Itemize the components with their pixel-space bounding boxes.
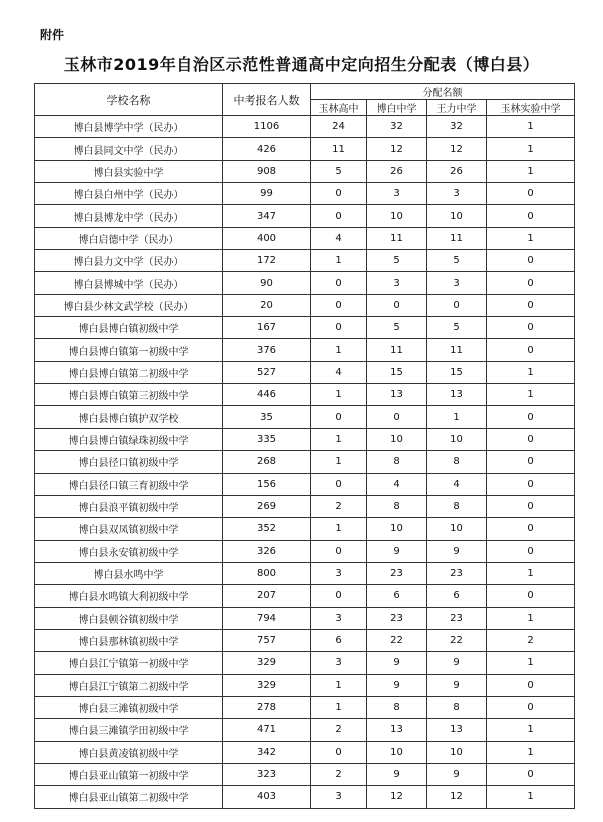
bobai-middle-cell: 0 [367,406,427,428]
bobai-middle-cell: 10 [367,741,427,763]
wangli-middle-cell: 26 [427,160,487,182]
attachment-label: 附件 [40,28,65,42]
registrations-cell: 268 [223,451,311,473]
wangli-middle-cell: 23 [427,562,487,584]
wangli-middle-cell: 9 [427,763,487,785]
header-registrations: 中考报名人数 [223,84,311,116]
bobai-middle-cell: 8 [367,495,427,517]
registrations-cell: 426 [223,138,311,160]
school-name-cell: 博白县水鸣镇大利初级中学 [35,585,223,607]
yulin-high-cell: 1 [311,428,367,450]
table-row [35,451,575,473]
table-row [35,205,575,227]
yulin-experimental-cell: 0 [487,495,575,517]
school-name-cell: 博白县亚山镇第二初级中学 [35,786,223,808]
yulin-experimental-cell: 0 [487,205,575,227]
yulin-experimental-cell: 0 [487,406,575,428]
wangli-middle-cell: 10 [427,741,487,763]
yulin-experimental-cell: 1 [487,160,575,182]
wangli-middle-cell: 13 [427,384,487,406]
yulin-high-cell: 24 [311,116,367,138]
yulin-high-cell: 0 [311,272,367,294]
table-row [35,696,575,718]
yulin-high-cell: 1 [311,250,367,272]
wangli-middle-cell: 12 [427,786,487,808]
yulin-experimental-cell: 1 [487,741,575,763]
bobai-middle-cell: 9 [367,652,427,674]
wangli-middle-cell: 3 [427,272,487,294]
table-row [35,786,575,808]
yulin-experimental-cell: 0 [487,518,575,540]
school-name-cell: 博白县黄凌镇初级中学 [35,741,223,763]
bobai-middle-cell: 5 [367,250,427,272]
registrations-cell: 347 [223,205,311,227]
yulin-experimental-cell: 0 [487,674,575,696]
school-name-cell: 博白县博白镇第三初级中学 [35,384,223,406]
registrations-cell: 800 [223,562,311,584]
yulin-high-cell: 11 [311,138,367,160]
yulin-high-cell: 1 [311,339,367,361]
bobai-middle-cell: 13 [367,384,427,406]
table-row [35,540,575,562]
school-name-cell: 博白县浪平镇初级中学 [35,495,223,517]
school-name-cell: 博白县永安镇初级中学 [35,540,223,562]
registrations-cell: 329 [223,652,311,674]
school-name-cell: 博白县白州中学（民办） [35,183,223,205]
school-name-cell: 博白县径口镇初级中学 [35,451,223,473]
table-row [35,227,575,249]
school-name-cell: 博白县顿谷镇初级中学 [35,607,223,629]
yulin-high-cell: 3 [311,652,367,674]
table-row [35,763,575,785]
bobai-middle-cell: 23 [367,607,427,629]
school-name-cell: 博白县少林文武学校（民办） [35,294,223,316]
bobai-middle-cell: 12 [367,786,427,808]
wangli-middle-cell: 1 [427,406,487,428]
document-title: 玉林市2019年自治区示范性普通高中定向招生分配表（博白县） [63,55,540,74]
table-row [35,585,575,607]
wangli-middle-cell: 23 [427,607,487,629]
yulin-experimental-cell: 0 [487,428,575,450]
table-row [35,674,575,696]
yulin-high-cell: 0 [311,294,367,316]
yulin-high-cell: 2 [311,495,367,517]
school-name-cell: 博白县博白镇绿珠初级中学 [35,428,223,450]
table-row [35,250,575,272]
school-name-cell: 博白县博龙中学（民办） [35,205,223,227]
school-name-cell: 博白县江宁镇第一初级中学 [35,652,223,674]
bobai-middle-cell: 9 [367,763,427,785]
table-row [35,361,575,383]
yulin-high-cell: 0 [311,317,367,339]
school-name-cell: 博白县三滩镇学田初级中学 [35,719,223,741]
table-row [35,652,575,674]
bobai-middle-cell: 23 [367,562,427,584]
yulin-high-cell: 1 [311,384,367,406]
school-name-cell: 博白县实验中学 [35,160,223,182]
wangli-middle-cell: 10 [427,428,487,450]
table-row [35,384,575,406]
yulin-experimental-cell: 1 [487,607,575,629]
header-wangli-middle: 王力中学 [427,100,487,116]
yulin-high-cell: 0 [311,205,367,227]
wangli-middle-cell: 12 [427,138,487,160]
bobai-middle-cell: 8 [367,451,427,473]
yulin-experimental-cell: 0 [487,339,575,361]
yulin-high-cell: 2 [311,763,367,785]
bobai-middle-cell: 11 [367,227,427,249]
registrations-cell: 323 [223,763,311,785]
table-row [35,406,575,428]
wangli-middle-cell: 10 [427,518,487,540]
wangli-middle-cell: 8 [427,451,487,473]
registrations-cell: 326 [223,540,311,562]
registrations-cell: 329 [223,674,311,696]
table-row [35,339,575,361]
registrations-cell: 278 [223,696,311,718]
registrations-cell: 757 [223,629,311,651]
table-row [35,719,575,741]
school-name-cell: 博白县博城中学（民办） [35,272,223,294]
table-row [35,562,575,584]
wangli-middle-cell: 11 [427,339,487,361]
school-name-cell: 博白县那林镇初级中学 [35,629,223,651]
wangli-middle-cell: 6 [427,585,487,607]
yulin-experimental-cell: 0 [487,294,575,316]
registrations-cell: 400 [223,227,311,249]
school-name-cell: 博白县水鸣中学 [35,562,223,584]
bobai-middle-cell: 8 [367,696,427,718]
school-name-cell: 博白县江宁镇第二初级中学 [35,674,223,696]
wangli-middle-cell: 9 [427,652,487,674]
yulin-high-cell: 1 [311,696,367,718]
school-name-cell: 博白县力文中学（民办） [35,250,223,272]
yulin-experimental-cell: 1 [487,227,575,249]
yulin-experimental-cell: 0 [487,317,575,339]
bobai-middle-cell: 12 [367,138,427,160]
bobai-middle-cell: 26 [367,160,427,182]
yulin-high-cell: 1 [311,518,367,540]
yulin-high-cell: 5 [311,160,367,182]
table-row [35,518,575,540]
yulin-experimental-cell: 0 [487,540,575,562]
wangli-middle-cell: 32 [427,116,487,138]
yulin-experimental-cell: 1 [487,361,575,383]
table-row [35,272,575,294]
wangli-middle-cell: 4 [427,473,487,495]
registrations-cell: 207 [223,585,311,607]
school-name-cell: 博白县同文中学（民办） [35,138,223,160]
registrations-cell: 908 [223,160,311,182]
yulin-experimental-cell: 1 [487,652,575,674]
yulin-high-cell: 0 [311,406,367,428]
registrations-cell: 90 [223,272,311,294]
table-row [35,294,575,316]
yulin-high-cell: 3 [311,562,367,584]
registrations-cell: 376 [223,339,311,361]
header-allocation-group: 分配名额 [311,84,575,100]
bobai-middle-cell: 22 [367,629,427,651]
wangli-middle-cell: 3 [427,183,487,205]
table-row [35,160,575,182]
bobai-middle-cell: 3 [367,183,427,205]
wangli-middle-cell: 13 [427,719,487,741]
table-row [35,317,575,339]
yulin-experimental-cell: 1 [487,138,575,160]
school-name-cell: 博白县博学中学（民办） [35,116,223,138]
table-row [35,473,575,495]
registrations-cell: 20 [223,294,311,316]
registrations-cell: 446 [223,384,311,406]
bobai-middle-cell: 13 [367,719,427,741]
registrations-cell: 352 [223,518,311,540]
table-row [35,741,575,763]
registrations-cell: 471 [223,719,311,741]
registrations-cell: 167 [223,317,311,339]
table-row [35,495,575,517]
wangli-middle-cell: 22 [427,629,487,651]
yulin-high-cell: 1 [311,451,367,473]
registrations-cell: 156 [223,473,311,495]
yulin-high-cell: 0 [311,473,367,495]
allocation-table [34,83,575,809]
bobai-middle-cell: 15 [367,361,427,383]
yulin-experimental-cell: 0 [487,585,575,607]
school-name-cell: 博白县三滩镇初级中学 [35,696,223,718]
bobai-middle-cell: 10 [367,205,427,227]
registrations-cell: 1106 [223,116,311,138]
yulin-experimental-cell: 0 [487,696,575,718]
yulin-experimental-cell: 2 [487,629,575,651]
yulin-experimental-cell: 0 [487,183,575,205]
yulin-high-cell: 0 [311,183,367,205]
yulin-high-cell: 0 [311,585,367,607]
wangli-middle-cell: 5 [427,317,487,339]
bobai-middle-cell: 4 [367,473,427,495]
yulin-experimental-cell: 1 [487,384,575,406]
yulin-high-cell: 3 [311,786,367,808]
yulin-experimental-cell: 1 [487,562,575,584]
registrations-cell: 35 [223,406,311,428]
yulin-high-cell: 1 [311,674,367,696]
registrations-cell: 99 [223,183,311,205]
wangli-middle-cell: 15 [427,361,487,383]
wangli-middle-cell: 10 [427,205,487,227]
bobai-middle-cell: 10 [367,518,427,540]
yulin-high-cell: 4 [311,361,367,383]
school-name-cell: 博白县博白镇护双学校 [35,406,223,428]
school-name-cell: 博白县博白镇第二初级中学 [35,361,223,383]
yulin-experimental-cell: 0 [487,473,575,495]
table-body [35,116,575,809]
yulin-high-cell: 3 [311,607,367,629]
school-name-cell: 博白县亚山镇第一初级中学 [35,763,223,785]
table-row [35,116,575,138]
yulin-high-cell: 0 [311,741,367,763]
wangli-middle-cell: 5 [427,250,487,272]
bobai-middle-cell: 32 [367,116,427,138]
school-name-cell: 博白县双凤镇初级中学 [35,518,223,540]
table-row [35,138,575,160]
registrations-cell: 527 [223,361,311,383]
bobai-middle-cell: 0 [367,294,427,316]
header-bobai-middle: 博白中学 [367,100,427,116]
bobai-middle-cell: 5 [367,317,427,339]
yulin-experimental-cell: 0 [487,451,575,473]
school-name-cell: 博白启德中学（民办） [35,227,223,249]
registrations-cell: 794 [223,607,311,629]
registrations-cell: 403 [223,786,311,808]
header-yulin-high: 玉林高中 [311,100,367,116]
table-row [35,183,575,205]
wangli-middle-cell: 0 [427,294,487,316]
yulin-experimental-cell: 1 [487,719,575,741]
wangli-middle-cell: 9 [427,674,487,696]
header-school-name: 学校名称 [35,84,223,116]
bobai-middle-cell: 10 [367,428,427,450]
yulin-experimental-cell: 0 [487,250,575,272]
wangli-middle-cell: 8 [427,495,487,517]
yulin-high-cell: 4 [311,227,367,249]
registrations-cell: 172 [223,250,311,272]
yulin-experimental-cell: 1 [487,116,575,138]
bobai-middle-cell: 6 [367,585,427,607]
bobai-middle-cell: 3 [367,272,427,294]
table-row [35,629,575,651]
wangli-middle-cell: 8 [427,696,487,718]
yulin-experimental-cell: 0 [487,272,575,294]
bobai-middle-cell: 11 [367,339,427,361]
school-name-cell: 博白县博白镇初级中学 [35,317,223,339]
registrations-cell: 335 [223,428,311,450]
table-row [35,428,575,450]
bobai-middle-cell: 9 [367,540,427,562]
yulin-high-cell: 6 [311,629,367,651]
wangli-middle-cell: 11 [427,227,487,249]
registrations-cell: 342 [223,741,311,763]
yulin-experimental-cell: 0 [487,763,575,785]
yulin-experimental-cell: 1 [487,786,575,808]
yulin-high-cell: 0 [311,540,367,562]
bobai-middle-cell: 9 [367,674,427,696]
table-row [35,607,575,629]
registrations-cell: 269 [223,495,311,517]
school-name-cell: 博白县博白镇第一初级中学 [35,339,223,361]
yulin-high-cell: 2 [311,719,367,741]
school-name-cell: 博白县径口镇三育初级中学 [35,473,223,495]
wangli-middle-cell: 9 [427,540,487,562]
header-yulin-experimental: 玉林实验中学 [487,100,575,116]
